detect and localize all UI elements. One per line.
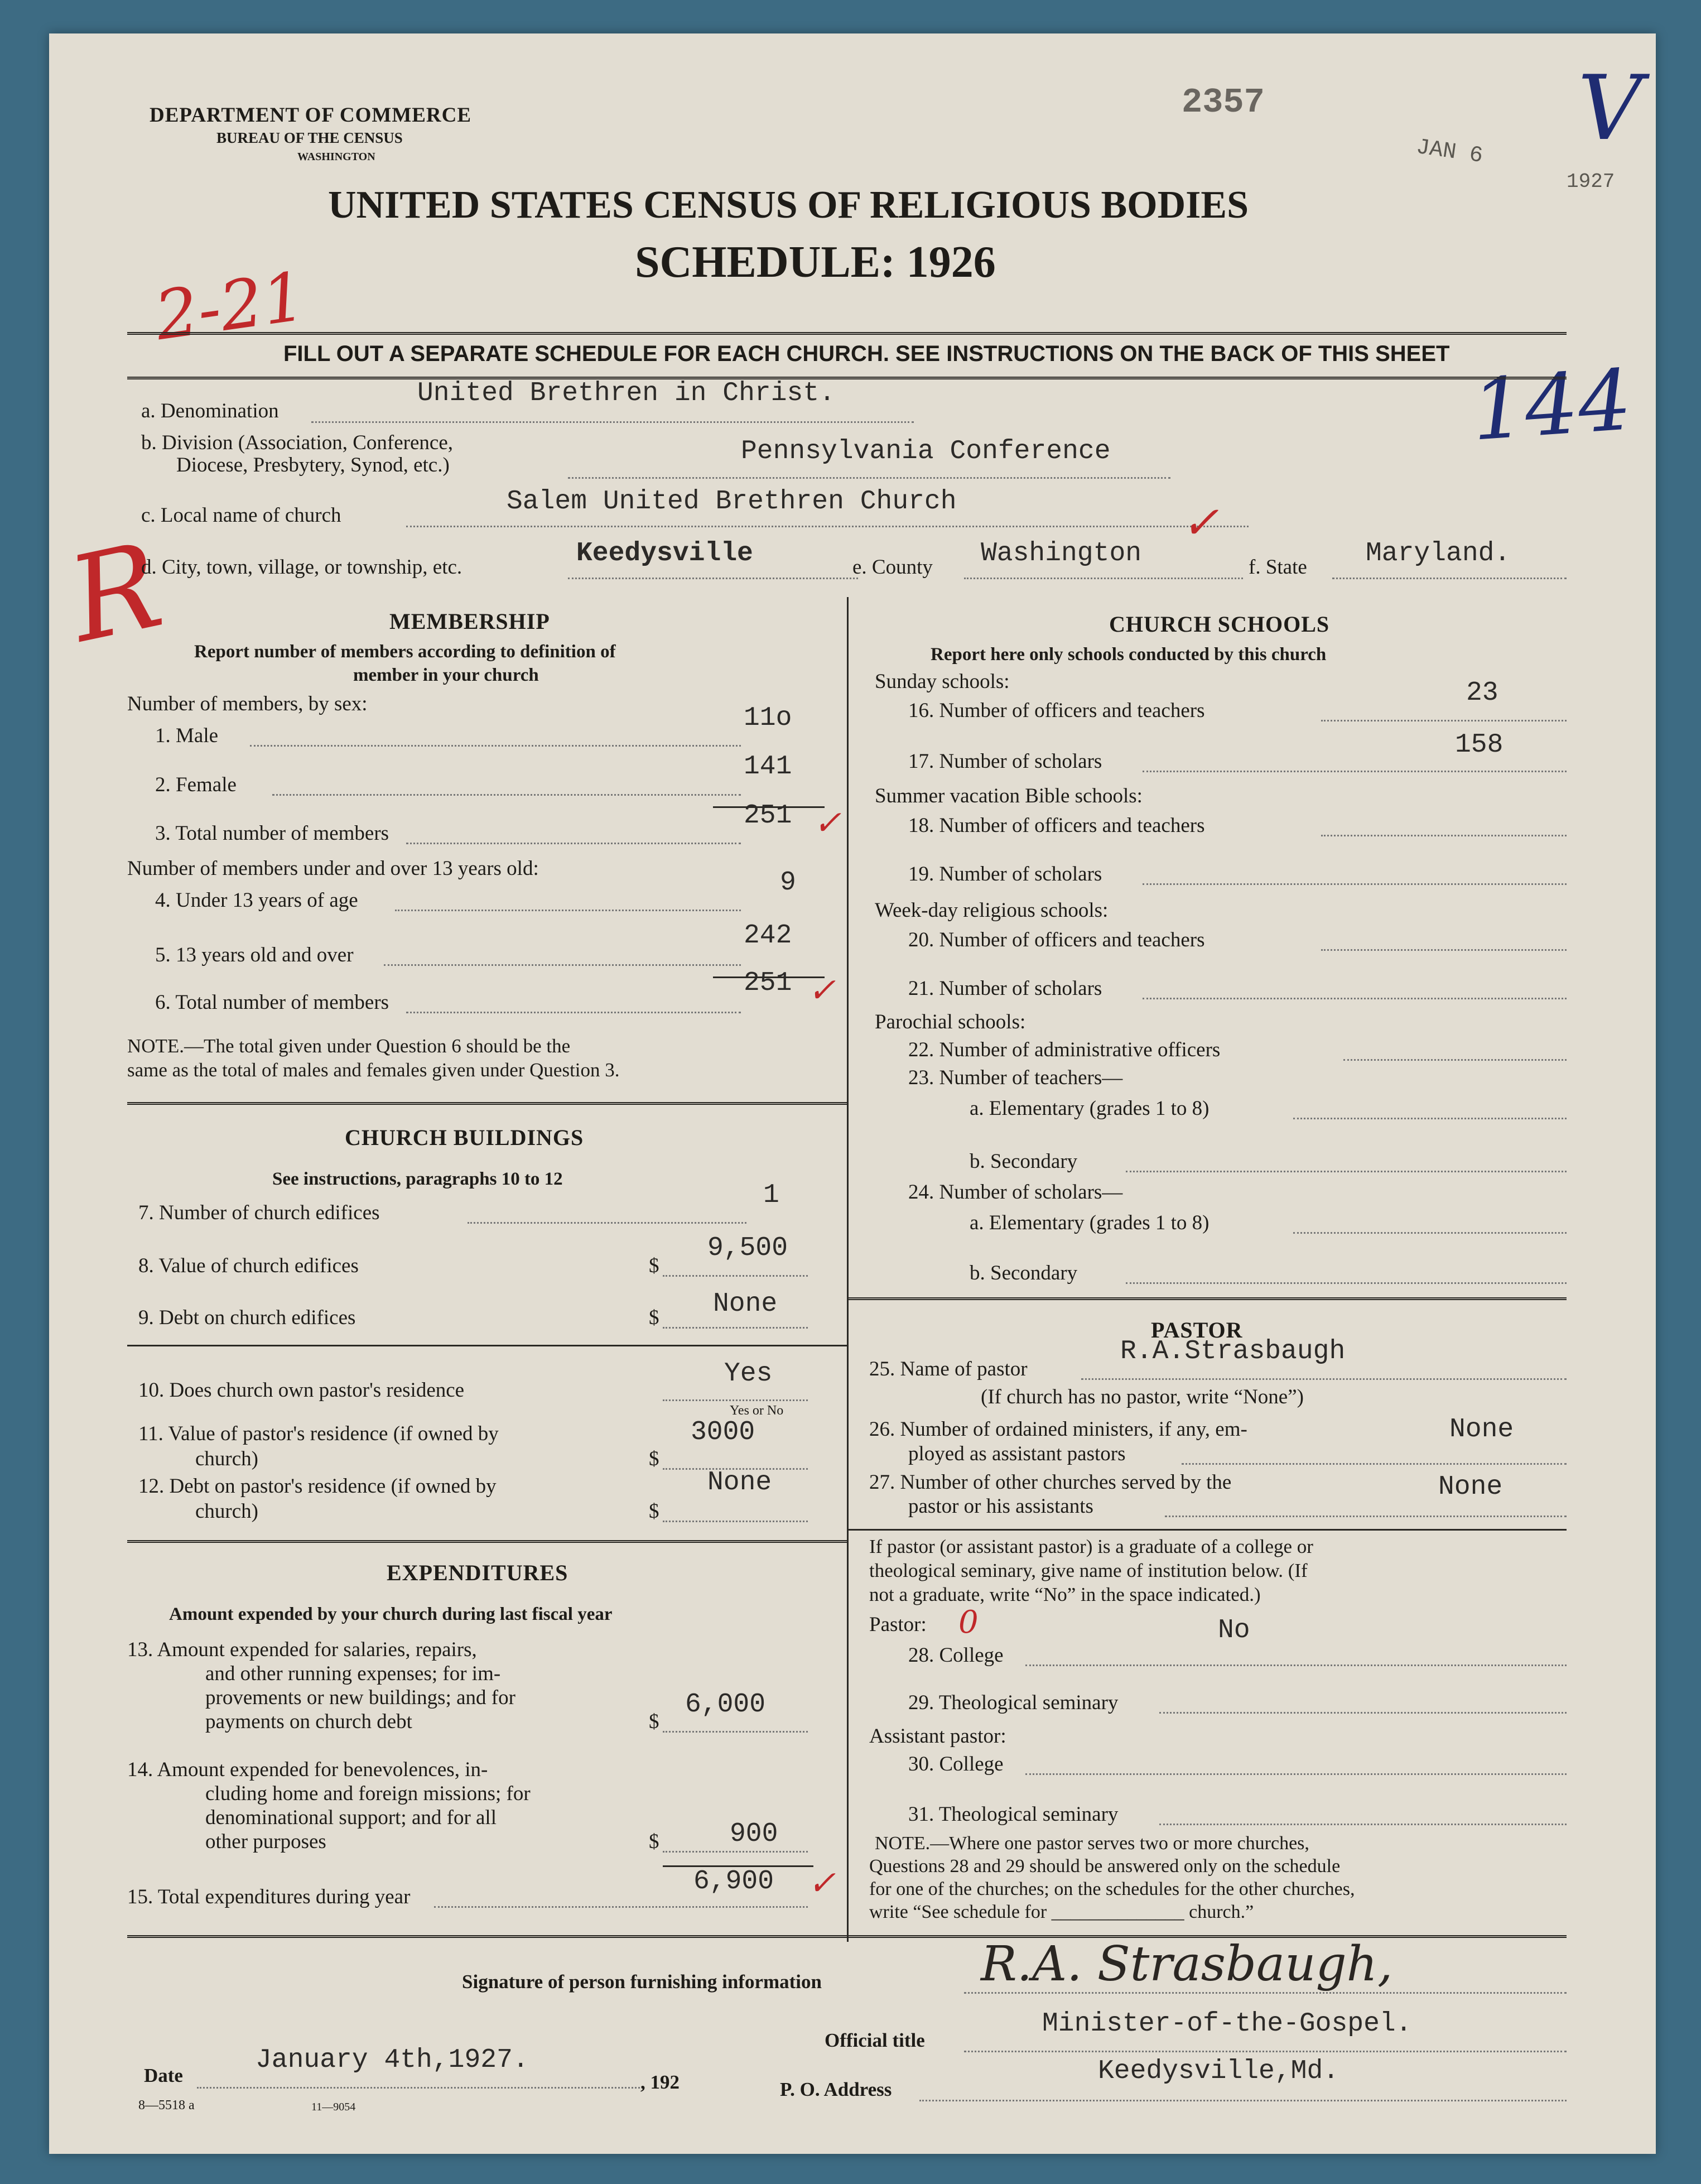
q29-line [1159, 1712, 1567, 1714]
q27-label-1: 27. Number of other churches served by the [869, 1471, 1232, 1494]
q9-value[interactable]: None [713, 1289, 778, 1319]
local-name-label: c. Local name of church [141, 504, 341, 527]
fill-out-instruction: FILL OUT A SEPARATE SCHEDULE FOR EACH CHURCH. SEE INSTRUCTIONS ON THE BACK OF THIS SHEET [283, 341, 1450, 366]
q12-line [663, 1521, 808, 1522]
q30-label: 30. College [908, 1753, 1004, 1776]
q23a-line [1293, 1118, 1567, 1119]
membership-sub-2: member in your church [353, 665, 539, 685]
pastor-note-1: NOTE.—Where one pastor serves two or more churches, [875, 1833, 1309, 1854]
pastor-note-3: for one of the churches; on the schedules for the other churches, [869, 1879, 1355, 1899]
q24a-label: a. Elementary (grades 1 to 8) [970, 1211, 1210, 1234]
q6-label: 6. Total number of members [155, 991, 389, 1014]
q14-dollar: $ [649, 1830, 659, 1853]
q17-value[interactable]: 158 [1455, 730, 1504, 760]
city-line [568, 578, 858, 579]
q9-line [663, 1327, 808, 1329]
q4-value[interactable]: 9 [780, 868, 796, 898]
q13-label-3: provements or new buildings; and for [205, 1686, 515, 1709]
q26-value[interactable]: None [1449, 1415, 1514, 1445]
q8-line [663, 1275, 808, 1277]
q2-line [272, 794, 741, 796]
q3-label: 3. Total number of members [155, 822, 389, 845]
date-label: Date [144, 2065, 183, 2086]
header-rule-bottom [127, 377, 1567, 379]
q31-label: 31. Theological seminary [908, 1803, 1119, 1826]
q4-line [395, 910, 741, 911]
schools-end-rule [847, 1297, 1567, 1300]
q6-check-mark: ✓ [808, 971, 836, 1010]
state-label: f. State [1249, 556, 1307, 579]
division-line [568, 477, 1170, 479]
summer-schools-label: Summer vacation Bible schools: [875, 785, 1143, 807]
q26-label-2: ployed as assistant pastors [908, 1442, 1126, 1465]
q13-line [663, 1731, 808, 1733]
q23-label: 23. Number of teachers— [908, 1066, 1123, 1089]
q2-label: 2. Female [155, 773, 237, 796]
yes-no-hint: Yes or No [730, 1403, 784, 1418]
sunday-schools-label: Sunday schools: [875, 670, 1010, 693]
q13-dollar: $ [649, 1710, 659, 1733]
q11-label-1: 11. Value of pastor's residence (if owned by [138, 1422, 499, 1445]
po-address-label: P. O. Address [780, 2079, 892, 2100]
state-value[interactable]: Maryland. [1366, 538, 1511, 569]
q18-label: 18. Number of officers and teachers [908, 814, 1205, 837]
stamp-year: 1927 [1567, 170, 1615, 193]
q1-label: 1. Male [155, 724, 219, 747]
pastor-mid-rule [847, 1529, 1567, 1531]
q14-label-4: other purposes [205, 1830, 326, 1853]
denomination-label: a. Denomination [141, 400, 279, 422]
q26-label-1: 26. Number of ordained ministers, if any, em- [869, 1418, 1247, 1441]
city-value[interactable]: Keedysville [576, 538, 753, 569]
q24b-line [1126, 1282, 1567, 1284]
q7-line [468, 1222, 746, 1224]
q13-label-1: 13. Amount expended for salaries, repairs, [127, 1638, 477, 1661]
print-number: 11—9054 [311, 2101, 356, 2113]
q28-line [1025, 1665, 1567, 1666]
form-number: 8—5518 a [138, 2098, 195, 2113]
pastor-red-mark: 0 [958, 1604, 979, 1641]
by-age-label: Number of members under and over 13 years old: [127, 857, 539, 880]
q1-value[interactable]: 11o [744, 703, 792, 733]
handwritten-check-mark: V [1578, 56, 1642, 160]
q11-value[interactable]: 3000 [691, 1417, 755, 1447]
q23b-line [1126, 1171, 1567, 1172]
weekday-schools-label: Week-day religious schools: [875, 899, 1109, 922]
q13-label-4: payments on church debt [205, 1710, 412, 1733]
column-divider [847, 597, 849, 1942]
graduate-note-2: theological seminary, give name of institution below. (If [869, 1560, 1308, 1581]
q23a-label: a. Elementary (grades 1 to 8) [970, 1097, 1210, 1120]
pastor-sub-label: Pastor: [869, 1613, 927, 1636]
q14-label-1: 14. Amount expended for benevolences, in- [127, 1758, 488, 1781]
by-sex-label: Number of members, by sex: [127, 692, 368, 715]
q21-line [1143, 998, 1567, 999]
department-heading: DEPARTMENT OF COMMERCE [150, 104, 472, 127]
city-label: d. City, town, village, or township, etc. [141, 556, 462, 579]
q3-line [406, 843, 741, 844]
po-address-value[interactable]: Keedysville,Md. [1098, 2056, 1339, 2086]
q27-value[interactable]: None [1438, 1472, 1503, 1502]
schools-heading: CHURCH SCHOOLS [1109, 612, 1330, 637]
q28-value[interactable]: No [1218, 1615, 1250, 1646]
local-name-value[interactable]: Salem United Brethren Church [507, 487, 957, 517]
q7-value[interactable]: 1 [763, 1180, 779, 1210]
census-schedule-sheet [49, 33, 1656, 2154]
q27-label-2: pastor or his assistants [908, 1495, 1093, 1518]
red-check-mark: ✓ [1182, 497, 1220, 549]
denomination-value[interactable]: United Brethren in Christ. [417, 378, 835, 408]
q12-label-1: 12. Debt on pastor's residence (if owned by [138, 1475, 497, 1498]
county-line [964, 578, 1243, 579]
q6-value[interactable]: 251 [744, 968, 792, 998]
expenditures-sub: Amount expended by your church during last fiscal year [169, 1604, 613, 1624]
q10-line [663, 1399, 808, 1401]
q5-label: 5. 13 years old and over [155, 944, 354, 966]
state-line [1332, 578, 1567, 579]
q13-value[interactable]: 6,000 [685, 1690, 766, 1720]
q15-line [434, 1906, 808, 1908]
q12-label-2: church) [195, 1500, 258, 1523]
official-title-value[interactable]: Minister-of-the-Gospel. [1042, 2009, 1412, 2039]
membership-note-2: same as the total of males and females given under Question 3. [127, 1059, 620, 1081]
q8-dollar: $ [649, 1254, 659, 1277]
q6-line [406, 1012, 741, 1013]
q15-label: 15. Total expenditures during year [127, 1885, 411, 1908]
official-title-label: Official title [825, 2029, 925, 2051]
q19-label: 19. Number of scholars [908, 863, 1102, 886]
q11-dollar: $ [649, 1447, 659, 1470]
bureau-heading: BUREAU OF THE CENSUS [216, 129, 403, 146]
buildings-sub: See instructions, paragraphs 10 to 12 [272, 1169, 563, 1189]
q9-dollar: $ [649, 1306, 659, 1329]
q22-label: 22. Number of administrative officers [908, 1038, 1221, 1061]
parochial-schools-label: Parochial schools: [875, 1011, 1026, 1033]
q11-label-2: church) [195, 1447, 258, 1470]
q12-dollar: $ [649, 1500, 659, 1523]
q16-line [1321, 720, 1567, 721]
q21-label: 21. Number of scholars [908, 977, 1102, 1000]
q27-line [1165, 1516, 1567, 1517]
q15-check-mark: ✓ [808, 1864, 836, 1903]
city-heading: WASHINGTON [297, 151, 375, 163]
pastor-heading: PASTOR [1151, 1317, 1243, 1343]
handwritten-number: 144 [1468, 352, 1635, 460]
q7-label: 7. Number of church edifices [138, 1201, 380, 1224]
q14-label-3: denominational support; and for all [205, 1806, 497, 1829]
membership-sub-1: Report number of members according to definition of [194, 642, 616, 662]
q26-line [1182, 1463, 1567, 1465]
q22-line [1343, 1059, 1567, 1061]
local-name-line [406, 526, 1249, 527]
po-address-line [919, 2100, 1567, 2101]
pastor-note-4: write “See schedule for ______________ church.” [869, 1902, 1254, 1922]
signature-value[interactable]: R.A. Strasbaugh, [981, 1936, 1393, 1992]
q31-line [1159, 1824, 1567, 1825]
q13-label-2: and other running expenses; for im- [205, 1662, 501, 1685]
stamp-date: JAN 6 [1414, 134, 1485, 170]
q23b-label: b. Secondary [970, 1150, 1078, 1173]
q2-value[interactable]: 141 [744, 752, 792, 782]
membership-end-rule [127, 1102, 847, 1105]
membership-note-1: NOTE.—The total given under Question 6 should be the [127, 1035, 571, 1057]
graduate-note-1: If pastor (or assistant pastor) is a graduate of a college or [869, 1536, 1313, 1557]
graduate-note-3: not a graduate, write “No” in the space indicated.) [869, 1584, 1261, 1605]
division-label-2: Diocese, Presbytery, Synod, etc.) [176, 454, 450, 477]
pastor-note-2: Questions 28 and 29 should be answered only on the schedule [869, 1856, 1341, 1877]
date-suffix: , 192 [640, 2071, 680, 2093]
stamp-number: 2357 [1182, 83, 1265, 122]
q8-value[interactable]: 9,500 [707, 1233, 788, 1263]
q14-label-2: cluding home and foreign missions; for [205, 1782, 531, 1805]
q24-label: 24. Number of scholars— [908, 1181, 1123, 1204]
buildings-end-rule [127, 1540, 847, 1543]
membership-heading: MEMBERSHIP [389, 609, 550, 634]
official-title-line [964, 2051, 1567, 2052]
q25-note: (If church has no pastor, write “None”) [981, 1386, 1304, 1408]
date-line [197, 2087, 643, 2089]
q14-value[interactable]: 900 [730, 1819, 778, 1849]
q1-line [250, 745, 741, 747]
q19-line [1143, 883, 1567, 885]
q28-label: 28. College [908, 1644, 1004, 1667]
q3-check-mark: ✓ [813, 804, 842, 843]
q5-value[interactable]: 242 [744, 921, 792, 951]
q24a-line [1293, 1232, 1567, 1234]
header-rule-top [127, 332, 1567, 335]
q10-label: 10. Does church own pastor's residence [138, 1379, 465, 1402]
buildings-heading: CHURCH BUILDINGS [345, 1125, 584, 1150]
q25-line [1081, 1378, 1567, 1380]
division-value[interactable]: Pennsylvania Conference [741, 436, 1111, 466]
q24b-label: b. Secondary [970, 1262, 1078, 1285]
census-title: UNITED STATES CENSUS OF RELIGIOUS BODIES [328, 184, 1249, 227]
handwritten-code: 2-21 [150, 257, 310, 356]
q15-value[interactable]: 6,900 [693, 1866, 774, 1897]
q16-label: 16. Number of officers and teachers [908, 699, 1205, 722]
q18-line [1321, 835, 1567, 836]
denomination-line [311, 421, 914, 423]
q5-line [384, 964, 741, 966]
q30-line [1025, 1773, 1567, 1775]
signature-line [964, 1992, 1567, 1994]
division-label-1: b. Division (Association, Conference, [141, 431, 453, 454]
q9-label: 9. Debt on church edifices [138, 1306, 356, 1329]
expenditures-heading: EXPENDITURES [387, 1560, 568, 1585]
q25-label: 25. Name of pastor [869, 1358, 1028, 1380]
schools-sub: Report here only schools conducted by this church [931, 644, 1327, 665]
q10-value[interactable]: Yes [724, 1359, 773, 1389]
q12-value[interactable]: None [707, 1468, 772, 1498]
q3-value[interactable]: 251 [744, 801, 792, 831]
date-value[interactable]: January 4th,1927. [256, 2045, 529, 2075]
q17-line [1143, 771, 1567, 772]
q8-label: 8. Value of church edifices [138, 1254, 359, 1277]
county-value[interactable]: Washington [981, 538, 1142, 569]
q16-value[interactable]: 23 [1466, 678, 1498, 708]
q14-line [663, 1851, 808, 1853]
schedule-title: SCHEDULE: 1926 [635, 238, 996, 287]
q20-line [1321, 949, 1567, 951]
q29-label: 29. Theological seminary [908, 1691, 1119, 1714]
assistant-pastor-label: Assistant pastor: [869, 1725, 1006, 1748]
q20-label: 20. Number of officers and teachers [908, 929, 1205, 951]
buildings-mid-rule [127, 1345, 847, 1346]
q25-value[interactable]: R.A.Strasbaugh [1120, 1336, 1346, 1367]
margin-r-mark: R [58, 517, 173, 669]
signature-label: Signature of person furnishing information [462, 1971, 822, 1993]
county-label: e. County [852, 556, 933, 579]
q17-label: 17. Number of scholars [908, 750, 1102, 773]
q4-label: 4. Under 13 years of age [155, 889, 358, 912]
